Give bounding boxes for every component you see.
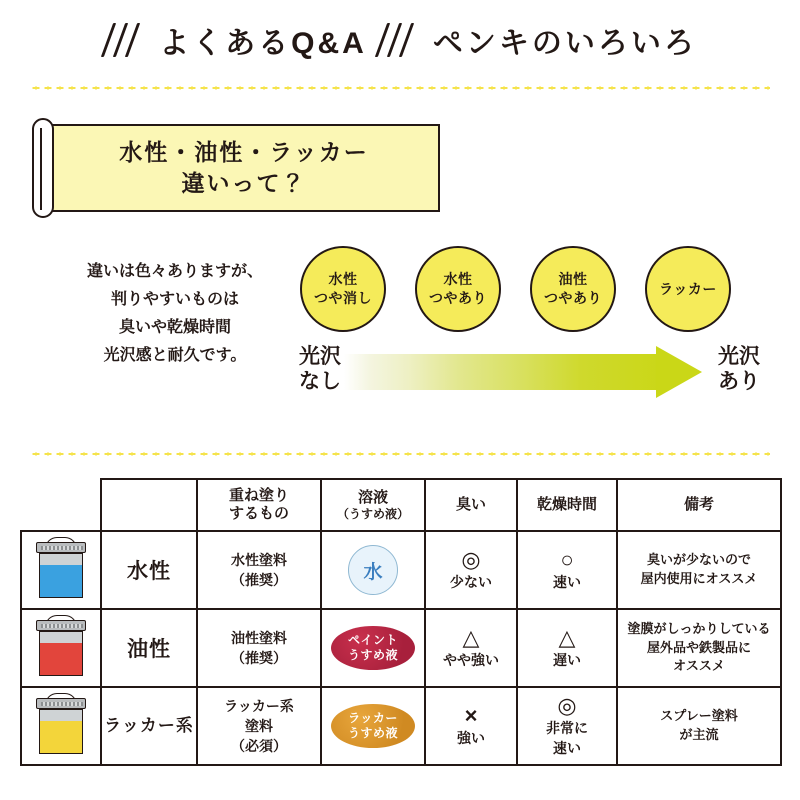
- gloss-label-none-line2: なし: [299, 370, 341, 394]
- row-overcoat-water-line2: （推奨）: [231, 572, 287, 588]
- gloss-gradient-arrow: [344, 350, 700, 394]
- scroll-banner-text: [48, 124, 440, 212]
- header-overcoat: [197, 479, 321, 531]
- header-blank-icon: [21, 479, 101, 531]
- solution-badge-water: 水: [348, 545, 398, 595]
- gloss-bubble-label-line1: 油性: [558, 271, 588, 288]
- banner-line-1: 水性・油性・ラッカー: [119, 139, 369, 166]
- row-note-oil: [617, 609, 781, 687]
- solution-badge-oil: [331, 626, 415, 670]
- row-note-oil-line3: オススメ: [673, 658, 725, 674]
- row-overcoat-oil-line2: （推奨）: [231, 650, 287, 666]
- row-overcoat-lacquer: [197, 687, 321, 765]
- row-type-water: 水性: [101, 531, 197, 609]
- smell-text-oil: やや強い: [443, 652, 499, 669]
- row-overcoat-oil: [197, 609, 321, 687]
- header-solution-line2: （うすめ液）: [336, 506, 409, 521]
- dry-text-lacquer-line1: 非常に: [546, 720, 588, 737]
- row-overcoat-lacquer-line2: 塗料: [245, 718, 273, 734]
- row-overcoat-oil-line1: 油性塗料: [231, 630, 287, 646]
- header-solution: [321, 479, 425, 531]
- scroll-banner: [32, 124, 442, 212]
- row-note-lacquer-line1: スプレー塗料: [660, 708, 738, 724]
- comparison-table: [20, 478, 782, 766]
- gloss-bubble-oil-gloss: [530, 246, 616, 332]
- table-row: [21, 687, 781, 765]
- header-solution-line1: 溶液: [357, 488, 388, 506]
- row-icon-water: [21, 531, 101, 609]
- row-icon-lacquer: [21, 687, 101, 765]
- slash-decoration-left-icon: [103, 20, 149, 60]
- gloss-bubble-label-line2: つや消し: [314, 290, 372, 306]
- gloss-gradient-bar: [344, 354, 664, 390]
- arrow-head-icon: [656, 346, 702, 398]
- gloss-bubble-label-line2: つやあり: [429, 290, 487, 306]
- row-note-water-line2: 屋内使用にオススメ: [640, 571, 758, 586]
- solution-badge-oil-line1: ペイント: [347, 633, 398, 647]
- smell-mark-water: ◎: [461, 546, 481, 572]
- divider-top: [30, 86, 770, 90]
- comparison-table-area: [20, 478, 780, 778]
- solution-badge-lacquer: [331, 704, 415, 748]
- smell-mark-oil: △: [462, 624, 480, 650]
- smell-text-lacquer: 強い: [457, 730, 485, 747]
- intro-line-2: 判りやすいものは: [110, 291, 239, 308]
- row-overcoat-lacquer-line3: （必須）: [231, 738, 287, 754]
- row-type-oil: 油性: [101, 609, 197, 687]
- row-note-lacquer: [617, 687, 781, 765]
- intro-text: [60, 258, 290, 370]
- header-overcoat-line1: 重ね塗り: [228, 487, 289, 504]
- gloss-bubble-label-line1: 水性: [443, 271, 473, 288]
- paint-can-yellow-icon: [36, 698, 86, 754]
- gloss-bubble-water-matte: [300, 246, 386, 332]
- row-drying-oil: [517, 609, 617, 687]
- dry-text-oil: 遅い: [553, 652, 581, 669]
- row-smell-oil: [425, 609, 517, 687]
- solution-badge-lacquer-line1: ラッカー: [348, 711, 398, 725]
- banner-line-2: 違いって？: [181, 170, 307, 196]
- gloss-scale: [290, 246, 770, 416]
- header-drying: 乾燥時間: [517, 479, 617, 531]
- gloss-label-yes-line1: 光沢: [718, 345, 760, 368]
- header-title-wrap: [0, 18, 800, 62]
- row-overcoat-lacquer-line1: ラッカー系: [224, 698, 294, 714]
- dry-text-lacquer-line2: 速い: [553, 740, 581, 757]
- row-icon-oil: [21, 609, 101, 687]
- row-solution-oil: [321, 609, 425, 687]
- row-drying-lacquer: [517, 687, 617, 765]
- row-note-lacquer-line2: が主流: [679, 727, 719, 742]
- page-header: [0, 0, 800, 88]
- intro-line-3: 臭いや乾燥時間: [118, 319, 231, 336]
- table-header-row: [21, 479, 781, 531]
- row-solution-lacquer: [321, 687, 425, 765]
- gloss-label-none: [292, 344, 348, 394]
- row-smell-lacquer: [425, 687, 517, 765]
- header-smell: 臭い: [425, 479, 517, 531]
- row-note-oil-line1: 塗膜がしっかりしている: [627, 620, 771, 636]
- dry-mark-lacquer: ◎: [557, 692, 577, 718]
- row-drying-water: [517, 531, 617, 609]
- page-subtitle: ペンキのいろいろ: [432, 27, 697, 60]
- gloss-bubble-lacquer: [645, 246, 731, 332]
- gloss-bubble-label-line1: ラッカー: [659, 280, 717, 297]
- slash-decoration-middle-icon: [377, 20, 423, 60]
- row-note-water: [617, 531, 781, 609]
- gloss-label-yes: [708, 344, 770, 394]
- dry-mark-oil: △: [558, 624, 576, 650]
- intro-line-1: 違いは色々ありますが、: [86, 263, 263, 280]
- paint-can-blue-icon: [36, 542, 86, 598]
- row-type-lacquer: ラッカー系: [101, 687, 197, 765]
- gloss-label-none-line1: 光沢: [299, 345, 341, 368]
- table-row: [21, 531, 781, 609]
- row-smell-water: [425, 531, 517, 609]
- row-solution-water: [321, 531, 425, 609]
- smell-text-water: 少ない: [450, 574, 492, 591]
- header-blank-type: [101, 479, 197, 531]
- table-row: [21, 609, 781, 687]
- gloss-bubble-label-line2: つやあり: [544, 290, 602, 306]
- dry-text-water: 速い: [553, 574, 581, 591]
- header-overcoat-line2: するもの: [228, 505, 289, 522]
- page-title: よくあるQ&A: [159, 27, 367, 60]
- row-overcoat-water: [197, 531, 321, 609]
- smell-mark-lacquer: ×: [464, 702, 478, 728]
- solution-badge-oil-line2: うすめ液: [347, 648, 398, 662]
- dry-mark-water: ○: [560, 546, 574, 572]
- intro-line-4: 光沢感と耐久です。: [103, 347, 247, 364]
- gloss-bubble-label-line1: 水性: [328, 271, 358, 288]
- row-note-oil-line2: 屋外品や鉄製品に: [646, 639, 751, 655]
- solution-badge-lacquer-line2: うすめ液: [347, 726, 398, 740]
- divider-middle: [30, 452, 770, 456]
- row-note-water-line1: 臭いが少ないので: [646, 552, 751, 568]
- gloss-label-yes-line2: あり: [718, 370, 760, 394]
- header-note: 備考: [617, 479, 781, 531]
- paint-can-red-icon: [36, 620, 86, 676]
- row-overcoat-water-line1: 水性塗料: [231, 552, 287, 568]
- gloss-bubble-water-gloss: [415, 246, 501, 332]
